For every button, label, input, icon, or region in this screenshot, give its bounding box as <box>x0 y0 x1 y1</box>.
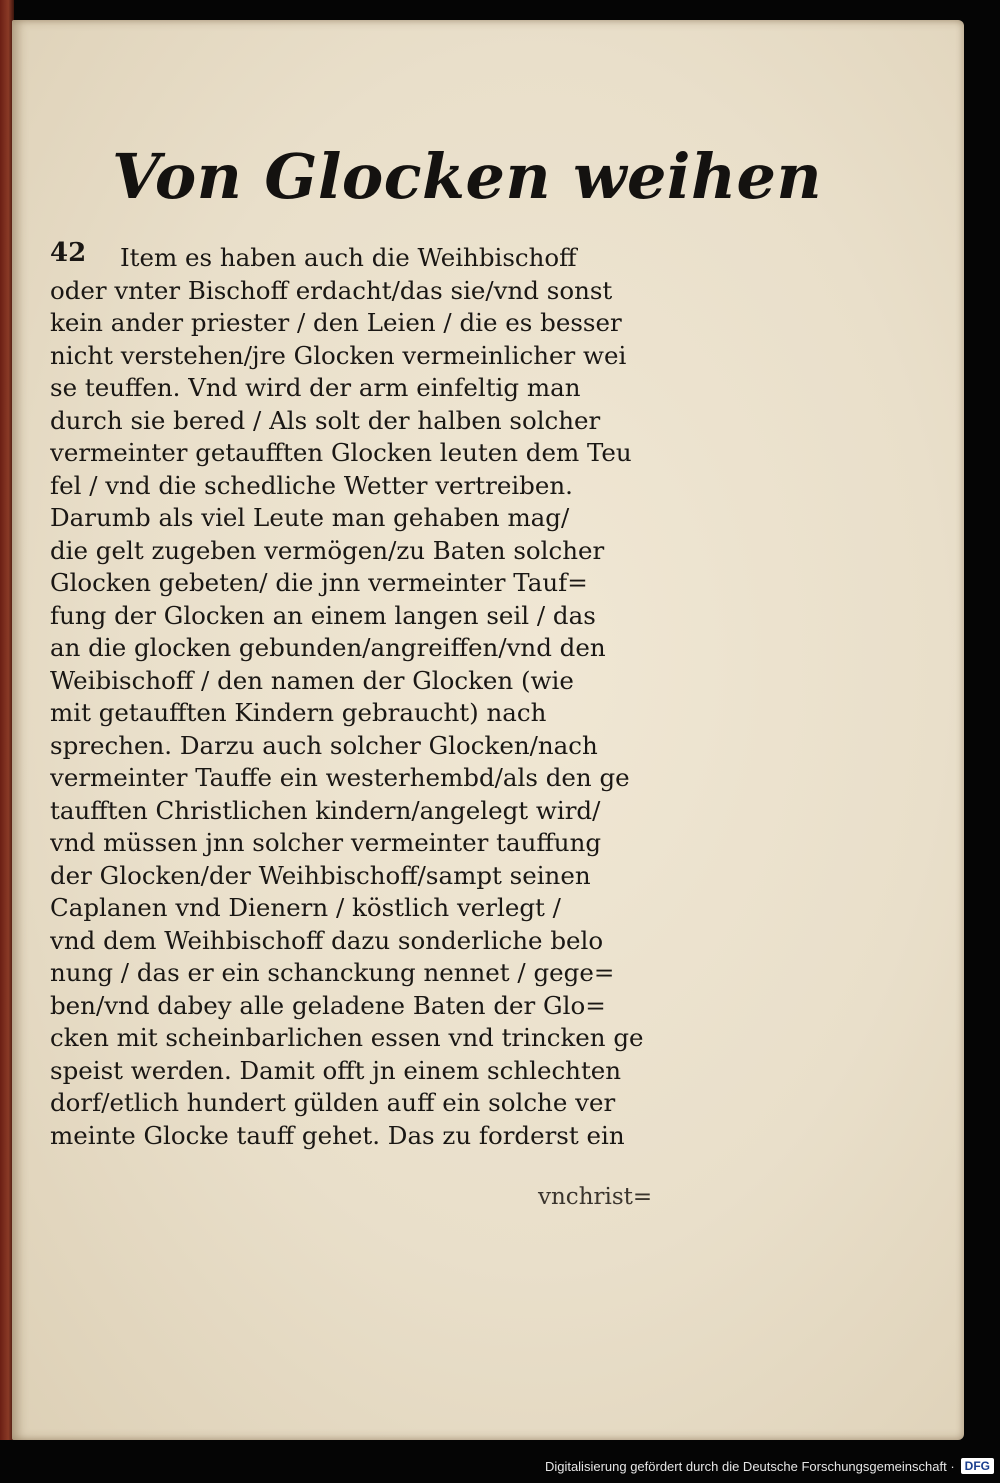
text-line: nicht verstehen/jre Glocken vermeinlicher wei <box>50 340 627 370</box>
text-line: dorf/etlich hundert gülden auff ein solche ver <box>50 1088 616 1117</box>
catchword: vnchrist= <box>538 1184 653 1210</box>
text-line: vermeinter Tauffe ein westerhembd/als den ge <box>50 763 630 792</box>
text-line: Weibischoff / den namen der Glocken (wie <box>50 665 574 695</box>
text-line: kein ander priester / den Leien / die es besser <box>50 308 622 337</box>
text-line: Darumb als viel Leute man gehaben mag/ <box>50 503 570 532</box>
text-line: der Glocken/der Weihbischoff/sampt seinen <box>50 860 591 890</box>
text-line: mit getaufften Kindern gebraucht) nach <box>50 698 547 727</box>
footer-bar <box>545 1453 1000 1479</box>
text-line: fung der Glocken an einem langen seil / das <box>50 600 596 630</box>
text-line: speist werden. Damit offt jn einem schlechten <box>50 1055 622 1085</box>
text-line: Glocken gebeten/ die jnn vermeinter Tauf= <box>50 568 588 597</box>
text-line: nung / das er ein schanckung nennet / gege= <box>50 958 615 987</box>
body-text <box>50 242 670 1152</box>
text-line: se teuffen. Vnd wird der arm einfeltig man <box>50 373 581 402</box>
text-line: oder vnter Bischoff erdacht/das sie/vnd sonst <box>50 275 613 305</box>
text-line: vnd dem Weihbischoff dazu sonderliche belo <box>50 925 604 955</box>
text-line: vermeinter getaufften Glocken leuten dem Teu <box>50 438 632 467</box>
funding-notice: Digitalisierung gefördert durch die Deutsche Forschungsgemeinschaft · <box>544 1458 955 1474</box>
running-header: Von Glocken weihen <box>112 140 823 213</box>
text-line: die gelt zugeben vermögen/zu Baten solcher <box>50 535 605 565</box>
text-line: an die glocken gebunden/angreiffen/vnd den <box>50 633 606 662</box>
text-line: cken mit scheinbarlichen essen vnd trincken ge <box>50 1023 644 1052</box>
text-line: meinte Glocke tauff gehet. Das zu forderst ein <box>50 1120 625 1150</box>
book-page <box>12 20 964 1440</box>
text-line: taufften Christlichen kindern/angelegt wird/ <box>50 795 601 825</box>
text-line: Item es haben auch die Weihbischoff <box>120 243 577 272</box>
page-number: 42 <box>50 238 87 268</box>
text-line: sprechen. Darzu auch solcher Glocken/nach <box>50 730 598 760</box>
text-line: durch sie bered / Als solt der halben solcher <box>50 405 601 435</box>
text-line: fel / vnd die schedliche Wetter vertreiben. <box>50 470 573 500</box>
text-line: vnd müssen jnn solcher vermeinter tauffung <box>50 828 602 857</box>
dfg-logo-icon: DFG <box>961 1458 994 1474</box>
text-line: Caplanen vnd Dienern / köstlich verlegt / <box>50 893 561 922</box>
text-line: ben/vnd dabey alle geladene Baten der Glo= <box>50 990 606 1020</box>
